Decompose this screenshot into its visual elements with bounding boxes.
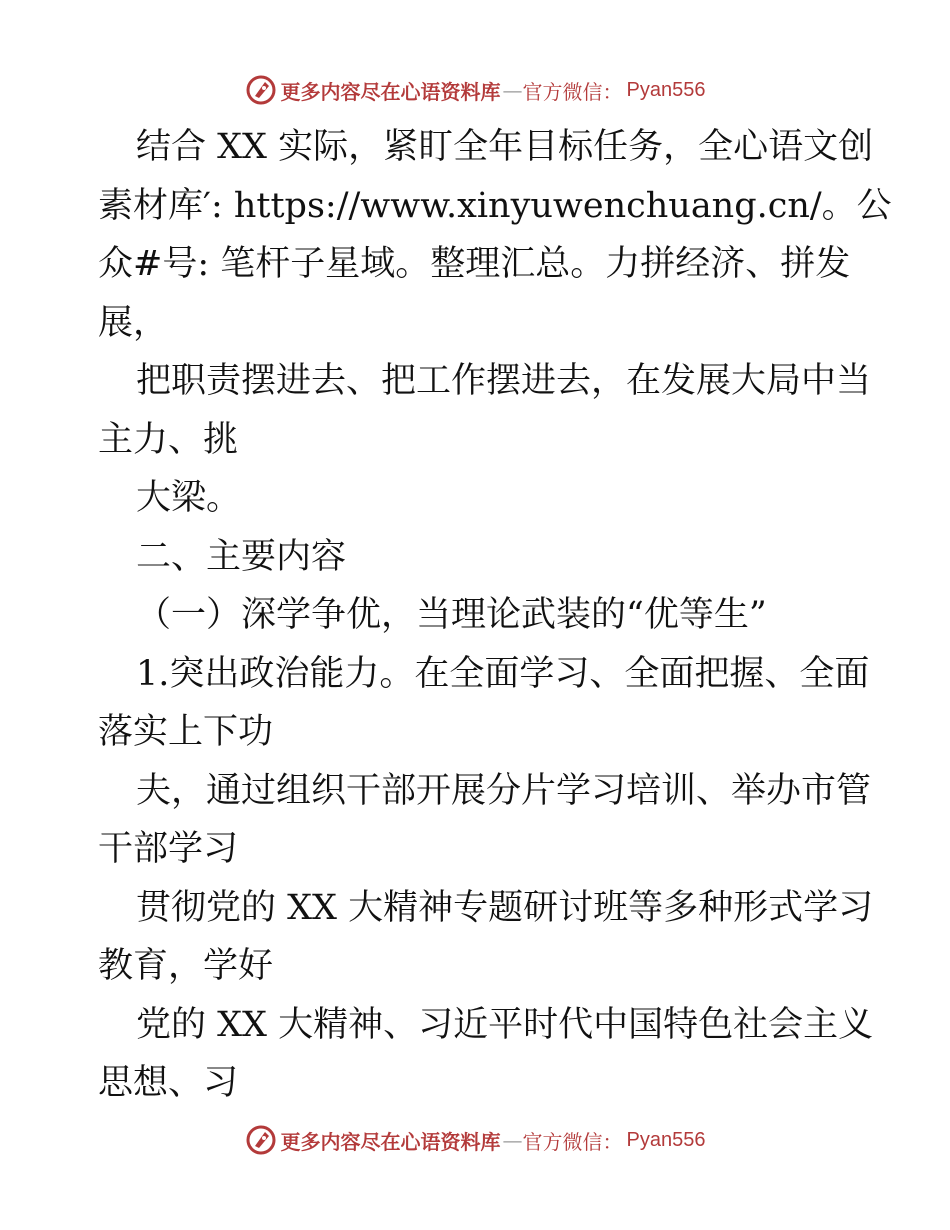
banner-slogan: 更多内容尽在心语资料库 bbox=[280, 1129, 501, 1154]
footer-banner bbox=[0, 1120, 950, 1160]
banner-wechat-label: 官方微信： bbox=[522, 79, 623, 104]
body-line: 结合 XX 实际，紧盯全年目标任务，全心语文创 bbox=[136, 127, 874, 167]
banner-wechat-id: Pyan556 bbox=[626, 78, 706, 101]
document-body bbox=[98, 118, 892, 1113]
body-line: 1.突出政治能力。在全面学习、全面把握、全面 bbox=[136, 653, 870, 694]
body-line: 落实上下功 bbox=[98, 712, 274, 752]
banner-slogan: 更多内容尽在心语资料库 bbox=[280, 79, 501, 104]
body-line: 贯彻党的 XX 大精神专题研讨班等多种形式学习 bbox=[136, 887, 874, 928]
pen-nib-logo-icon bbox=[245, 74, 277, 106]
body-line: 思想、习 bbox=[98, 1063, 239, 1103]
body-line: 素材库′: https://www.xinyuwenchuang.cn/。公 bbox=[98, 185, 892, 226]
banner-wechat-label: 官方微信： bbox=[522, 1129, 623, 1154]
body-line: 主力、挑 bbox=[98, 419, 239, 460]
section-heading: 二、主要内容 bbox=[136, 536, 347, 577]
banner-dash: — bbox=[502, 1128, 521, 1152]
body-line: 大梁。 bbox=[136, 478, 242, 518]
body-line: 把职责摆进去、把工作摆进去，在发展大局中当 bbox=[136, 361, 872, 401]
body-line: 众#号: 笔杆子星域。整理汇总。力拼经济、拼发 bbox=[98, 244, 851, 284]
banner-wechat-id: Pyan556 bbox=[626, 1128, 706, 1151]
body-line: 干部学习 bbox=[98, 829, 239, 869]
body-line: 教育，学好 bbox=[98, 946, 274, 986]
body-line: 展， bbox=[98, 302, 169, 343]
subsection-heading: （一）深学争优，当理论武装的“优等生” bbox=[136, 595, 767, 635]
pen-nib-logo-icon bbox=[245, 1124, 277, 1156]
body-line: 党的 XX 大精神、习近平时代中国特色社会主义 bbox=[136, 1004, 874, 1045]
body-line: 夫，通过组织干部开展分片学习培训、举办市管 bbox=[136, 770, 872, 811]
header-banner bbox=[0, 70, 950, 110]
banner-dash: — bbox=[502, 78, 521, 102]
